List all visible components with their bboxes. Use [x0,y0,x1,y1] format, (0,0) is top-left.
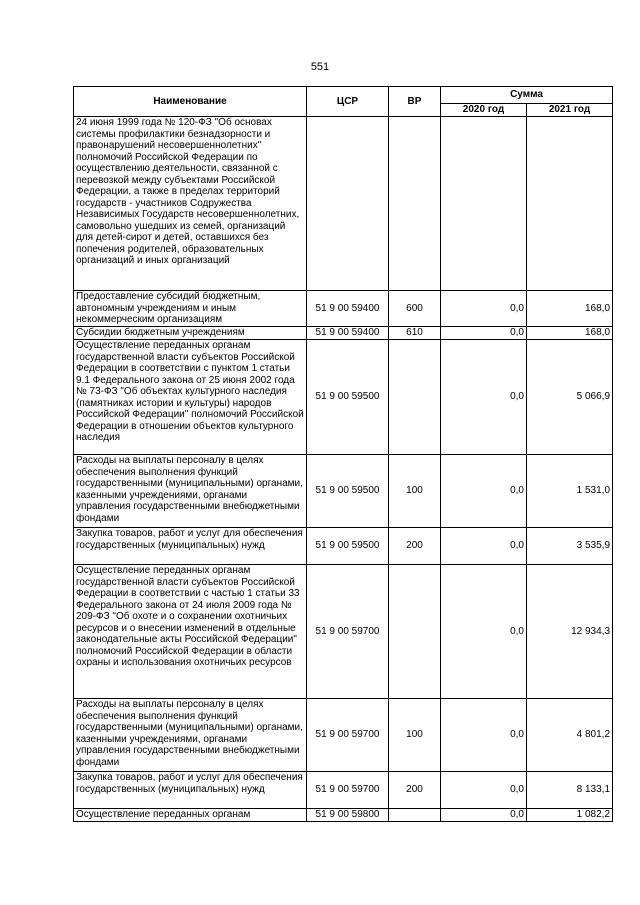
row-2020-cell: 0,0 [441,699,527,772]
row-2021-cell: 4 801,2 [527,699,613,772]
row-name-cell: Осуществление переданных органам государственной власти субъектов Российской Федерации в соответствии с частью 1 статьи 33 Федерального закона от 24 июля 2009 года № 209-ФЗ "Об охоте и о сохранении охотничьих ресурсов и о внесении изменений в отдельные законодательные акты Российской Федерации" полномочий Российской Федерации в области охраны и использования охотничьих ресурсов [74,565,307,699]
table-row [74,455,613,528]
table-body [74,117,613,822]
row-name-cell: Субсидии бюджетным учреждениям [74,327,307,340]
row-2020-cell: 0,0 [441,455,527,528]
page-number: 551 [310,61,330,73]
header-vr: ВР [389,87,441,117]
row-csr-cell: 51 9 00 59400 [307,291,389,327]
row-vr-cell: 200 [389,772,441,809]
row-csr-cell: 51 9 00 59500 [307,455,389,528]
row-2020-cell: 0,0 [441,291,527,327]
header-year-2021: 2021 год [527,103,613,116]
row-vr-cell: 100 [389,699,441,772]
row-name-cell: Закупка товаров, работ и услуг для обеспечения государственных (муниципальных) нужд [74,772,307,809]
header-name: Наименование [74,87,307,117]
row-vr-cell [389,809,441,822]
row-name-cell: Расходы на выплаты персоналу в целях обеспечения выполнения функций государственными (муниципальными) органами, казенными учреждениями, органами управления государственными внебюджетными фондами [74,699,307,772]
row-name-cell: Осуществление переданных органам государственной власти субъектов Российской Федерации в соответствии с пунктом 1 статьи 9.1 Федерального закона от 25 июня 2002 года № 73-ФЗ "Об объектах культурного наследия (памятниках истории и культуры) народов Российской Федерации" полномочий Российской Федерации в отношении объектов культурного наследия [74,340,307,455]
row-name-cell: 24 июня 1999 года № 120-ФЗ "Об основах системы профилактики безнадзорности и правонарушений несовершеннолетних" полномочий Российской Федерации по осуществлению деятельности, связанной с перевозкой между субъектами Российской Федерации, а также в пределах территорий государств - участников Содружества Независимых Государств несовершеннолетних, самовольно ушедших из семей, организаций для детей-сирот и детей, оставшихся без попечения родителей, образовательных организаций и иных организаций [74,117,307,291]
header-csr: ЦСР [307,87,389,117]
row-2021-cell: 5 066,9 [527,340,613,455]
row-csr-cell: 51 9 00 59500 [307,528,389,565]
row-2020-cell: 0,0 [441,528,527,565]
table-row [74,699,613,772]
row-vr-cell: 610 [389,327,441,340]
row-2020-cell: 0,0 [441,340,527,455]
row-2021-cell: 3 535,9 [527,528,613,565]
row-2021-cell: 1 082,2 [527,809,613,822]
row-csr-cell: 51 9 00 59800 [307,809,389,822]
header-sum: Сумма [441,87,613,104]
budget-table [73,86,613,822]
row-csr-cell [307,117,389,291]
row-name-cell: Осуществление переданных органам [74,809,307,822]
row-2020-cell: 0,0 [441,809,527,822]
row-name-cell: Предоставление субсидий бюджетным, автономным учреждениям и иным некоммерческим организациям [74,291,307,327]
row-2020-cell [441,117,527,291]
table-row [74,565,613,699]
row-2021-cell: 168,0 [527,327,613,340]
table-row [74,117,613,291]
row-vr-cell [389,340,441,455]
row-vr-cell: 100 [389,455,441,528]
row-csr-cell: 51 9 00 59700 [307,772,389,809]
row-2021-cell [527,117,613,291]
header-year-2020: 2020 год [441,103,527,116]
table-row [74,340,613,455]
row-csr-cell: 51 9 00 59700 [307,565,389,699]
row-name-cell: Расходы на выплаты персоналу в целях обеспечения выполнения функций государственными (муниципальными) органами, казенными учреждениями, органами управления государственными внебюджетными фондами [74,455,307,528]
row-vr-cell: 200 [389,528,441,565]
table-row [74,772,613,809]
row-2021-cell: 1 531,0 [527,455,613,528]
row-2021-cell: 168,0 [527,291,613,327]
row-name-cell: Закупка товаров, работ и услуг для обеспечения государственных (муниципальных) нужд [74,528,307,565]
row-vr-cell: 600 [389,291,441,327]
row-vr-cell [389,117,441,291]
table-row [74,327,613,340]
row-2021-cell: 8 133,1 [527,772,613,809]
table-row [74,809,613,822]
row-vr-cell [389,565,441,699]
row-csr-cell: 51 9 00 59700 [307,699,389,772]
row-2020-cell: 0,0 [441,565,527,699]
row-csr-cell: 51 9 00 59500 [307,340,389,455]
table-row [74,528,613,565]
row-2020-cell: 0,0 [441,772,527,809]
row-2020-cell: 0,0 [441,327,527,340]
row-csr-cell: 51 9 00 59400 [307,327,389,340]
table-row [74,291,613,327]
row-2021-cell: 12 934,3 [527,565,613,699]
